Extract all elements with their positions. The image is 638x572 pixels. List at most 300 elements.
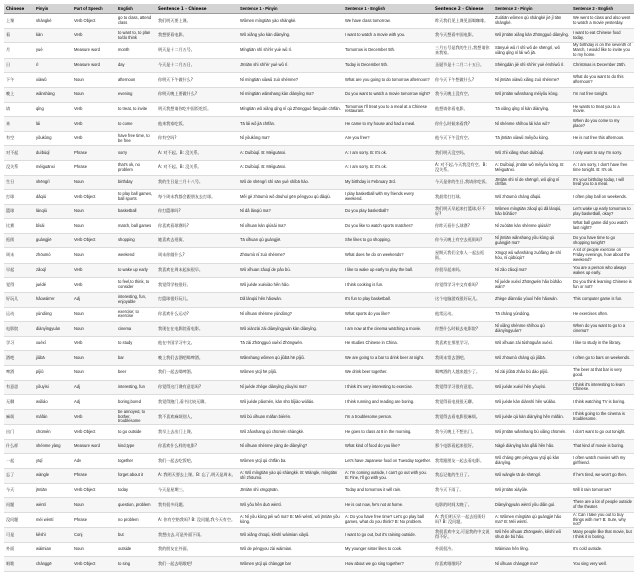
cell-chinese: 运动 — [4, 307, 34, 322]
cell-sentence1-pinyin: Wǒ xiǎng chūqù, kěshì wàimian xiàyǔ. — [238, 528, 343, 543]
cell-english: to play ball games, ball sports — [116, 190, 156, 205]
cell-sentence2-pinyin: Tā xiǎng qǐng nǐ kàn diànyǐng. — [493, 102, 571, 117]
cell-sentence1-english: Tomorrow I'll treat you to a meal at a Chinese restaurant. — [343, 102, 433, 117]
cell-sentence2-english: Do you have time to go shopping tonight? — [571, 233, 634, 248]
cell-sentence2-pinyin: Nǐ shénme shíhou lái kàn wǒ? — [493, 117, 571, 132]
cell-sentence1-chinese: 我有很多问题。 — [156, 498, 238, 513]
cell-sentence2-chinese: A: 我们明天早一起去逛街好吗? B: 没问题。 — [433, 512, 493, 527]
cell-pinyin: méi wèntí — [34, 512, 72, 527]
table-row — [4, 557, 634, 572]
cell-sentence1-pinyin: Dǎ lánqiú hěn hǎowán. — [238, 293, 343, 308]
cell-english: weekend — [116, 248, 156, 263]
cell-sentence1-pinyin: Nǐ míngtiān xiàwǔ zuò shénme? — [238, 73, 343, 88]
table-row — [4, 204, 634, 219]
cell-sentence1-chinese: 我觉得跑门,看书比较无聊。 — [156, 395, 238, 410]
cell-sentence1-english: A: I'm coming outside, I can't go out with you. B: Fine, I'll go with you. — [343, 468, 433, 483]
cell-sentence1-chinese: A: 你有空陪我吗? B: 没问题,我今天有空。 — [156, 512, 238, 527]
cell-english: to treat, to invite — [116, 102, 156, 117]
cell-chinese: 打球 — [4, 190, 34, 205]
cell-sentence1-chinese: 我喜欢在周末起床很早。 — [156, 263, 238, 278]
cell-sentence2-chinese: 我们明天早起来打篮球,好不好? — [433, 204, 493, 219]
table-row — [4, 117, 634, 132]
cell-part-of-speech: Noun — [72, 219, 116, 234]
cell-sentence2-chinese: 我今天晚上没有空。 — [433, 87, 493, 102]
cell-sentence1-english: He studies Chinese in China. — [343, 336, 433, 351]
cell-english: forget about it — [116, 468, 156, 483]
cell-sentence2-english: What ball game did you watch last night? — [571, 219, 634, 234]
cell-sentence2-chinese: 你今天下午想做什么? — [433, 73, 493, 88]
cell-pinyin: jīntiān — [34, 483, 72, 498]
cell-pinyin: kěshì — [34, 528, 72, 543]
cell-sentence2-chinese: 今天是你的生日,我请你吃饭。 — [433, 175, 493, 190]
cell-sentence1-english: We are going to a bar to drink beer at night. — [343, 351, 433, 366]
cell-english: that's ok, no problem — [116, 160, 156, 175]
cell-sentence2-english: I want to eat Chinese food today. — [571, 28, 634, 43]
cell-sentence2-pinyin: Wǒ wàngle tā de shēngrì. — [493, 468, 571, 483]
cell-sentence2-chinese: A: 对不起,今天我没有空。B: 没关系。 — [433, 160, 493, 175]
cell-sentence2-chinese: 我周末常去酒吧。 — [433, 351, 493, 366]
cell-english: cinema — [116, 322, 156, 337]
cell-sentence2-chinese: 我们明天没空吗。 — [433, 146, 493, 161]
cell-sentence2-chinese: 你喜欢唱歌吗? — [433, 557, 493, 572]
cell-sentence2-chinese: 三月五号是我的生日,我想请你来我家。 — [433, 43, 493, 58]
table-row — [4, 263, 634, 278]
cell-sentence1-english: I like to wake up early to play the ball. — [343, 263, 433, 278]
cell-sentence1-english: What does he do on weekends? — [343, 248, 433, 263]
cell-chinese: 下午 — [4, 73, 34, 88]
cell-sentence1-chinese: 我们一起去吃饭吧。 — [156, 454, 238, 469]
cell-part-of-speech: Phrase — [72, 468, 116, 483]
cell-sentence1-english: I want to watch a movie with you. — [343, 28, 433, 43]
cell-sentence2-chinese: 你昨天看什么球赛? — [433, 219, 493, 234]
cell-sentence1-english: A: Do you have free time? Let's go play ball games, what do you think? B: No problem. — [343, 512, 433, 527]
cell-pinyin: chūmén — [34, 425, 72, 440]
table-row — [4, 528, 634, 543]
cell-chinese: 日 — [4, 58, 34, 73]
cell-sentence1-english: We have class tomorrow. — [343, 14, 433, 29]
cell-sentence1-english: What sports do you like? — [343, 307, 433, 322]
header-sentence2-english: Sentence 2 - English — [571, 4, 634, 14]
cell-sentence1-chinese: 晚上我们去酒吧喝啤酒。 — [156, 351, 238, 366]
cell-english: today — [116, 483, 156, 498]
cell-english: beer — [116, 366, 156, 381]
table-row — [4, 336, 634, 351]
cell-sentence2-pinyin: Sānyuè wǔ rì shì wǒ de shēngrì, wǒ xiǎng qǐng nǐ lái wǒ jiā. — [493, 43, 571, 58]
cell-english: month — [116, 43, 156, 58]
cell-chinese: 上课 — [4, 14, 34, 29]
cell-sentence1-english: My younger sister likes to cook. — [343, 542, 433, 557]
table-row — [4, 28, 634, 43]
cell-part-of-speech: Phrase — [72, 512, 116, 527]
cell-pinyin: píjiǔ — [34, 366, 72, 381]
header-sentence2-chinese: Sentence 2 - Chinese — [433, 4, 493, 14]
cell-sentence2-pinyin: Nǐ jīntiān wǎnshang yǒu kòng qù guàngjiē ma? — [493, 233, 571, 248]
cell-sentence2-pinyin: Wǒ juéde kàn diànshì hěn wúliáo. — [493, 395, 571, 410]
cell-sentence1-pinyin: Wǎnshang wǒmen qù jiǔbā hē píjiǔ. — [238, 351, 343, 366]
cell-pinyin: guàngjiē — [34, 233, 72, 248]
table-row — [4, 87, 634, 102]
cell-english: but — [116, 528, 156, 543]
cell-english: no problem — [116, 512, 156, 527]
table-row — [4, 395, 634, 410]
cell-sentence1-pinyin: Wǒ de péngyou zài wàimian. — [238, 542, 343, 557]
cell-sentence2-english: You sing very well. — [571, 557, 634, 572]
cell-sentence1-chinese: 你喜欢什么运动? — [156, 307, 238, 322]
cell-sentence2-pinyin: A: Duìbùqǐ, jīntiān wǒ méiyǒu kòng. B: Méiguānxi. — [493, 160, 571, 175]
cell-chinese: 外面 — [4, 542, 34, 557]
cell-sentence1-chinese: 我早上去出门上课。 — [156, 425, 238, 440]
cell-sentence2-english: He exercises often. — [571, 307, 634, 322]
cell-sentence1-chinese: 我想出去,可是外面下雨。 — [156, 528, 238, 543]
cell-part-of-speech: Verb — [72, 117, 116, 132]
cell-part-of-speech: Verb — [72, 131, 116, 146]
cell-sentence1-english: What are you going to do tomorrow afternoon? — [343, 73, 433, 88]
cell-sentence1-english: What kind of food do you like? — [343, 439, 433, 454]
cell-pinyin: wúliáo — [34, 395, 72, 410]
cell-part-of-speech: Adj — [72, 380, 116, 395]
cell-sentence2-pinyin: Jīntiān shì nǐ de shēngrì, wǒ qǐng nǐ chīfàn. — [493, 175, 571, 190]
header-sentence1-english: Sentence 1 - English — [343, 4, 433, 14]
cell-sentence2-pinyin: Shèngdàn jié shì shí'èr yuè èrshíwǔ rì. — [493, 58, 571, 73]
cell-chinese: 电影院 — [4, 322, 34, 337]
cell-sentence1-chinese: 你喜欢看球赛吗? — [156, 219, 238, 234]
cell-sentence1-pinyin: Nǐ dǎ lánqiú ma? — [238, 204, 343, 219]
cell-part-of-speech: Verb Object — [72, 14, 116, 29]
cell-pinyin: wèntí — [34, 498, 72, 513]
cell-english: to sing — [116, 557, 156, 572]
table-row — [4, 175, 634, 190]
cell-sentence1-english: He is out now, he's not at home. — [343, 498, 433, 513]
cell-chinese: 麻烦 — [4, 409, 34, 424]
cell-chinese: 周末 — [4, 248, 34, 263]
cell-english: exercise; to exercise — [116, 307, 156, 322]
cell-sentence1-pinyin: Tā lái wǒ jiā chīfàn. — [238, 117, 343, 132]
cell-sentence1-chinese: A: 对不起。B: 没关系。 — [156, 146, 238, 161]
table-row — [4, 542, 634, 557]
header-sentence2-pinyin: Sentence 2 - Pinyin — [493, 4, 571, 14]
cell-chinese: 酒吧 — [4, 351, 34, 366]
cell-sentence1-english: He came to my house and had a meal. — [343, 117, 433, 132]
cell-chinese: 可是 — [4, 528, 34, 543]
cell-sentence1-english: Do you want to watch a movie tomorrow night? — [343, 87, 433, 102]
cell-english: outside — [116, 542, 156, 557]
cell-english: to go outside — [116, 425, 156, 440]
cell-english: to come — [116, 117, 156, 132]
cell-english: go to class, attend class — [116, 14, 156, 29]
cell-english: interesting, fun, enjoyable — [116, 293, 156, 308]
cell-pinyin: lánqiú — [34, 204, 72, 219]
cell-sentence1-chinese: 他来我家吃饭。 — [156, 117, 238, 132]
cell-sentence1-pinyin: Nǐ juéde zhège diànyǐng yǒuyìsi ma? — [238, 380, 343, 395]
cell-chinese: 早起 — [4, 263, 34, 278]
cell-part-of-speech: Phrase — [72, 160, 116, 175]
cell-sentence2-chinese: 我觉得学习很有意思。 — [433, 380, 493, 395]
cell-sentence2-english: It's your birthday today, I will treat you to a meal. — [571, 175, 634, 190]
table-row — [4, 190, 634, 205]
cell-chinese: 比赛 — [4, 219, 34, 234]
cell-pinyin: máfán — [34, 409, 72, 424]
header-chinese: Chinese — [4, 4, 34, 14]
cell-sentence2-pinyin: Wǒ jīntiān xiǎng kàn Zhōngguó diànyǐng. — [493, 28, 571, 43]
cell-sentence1-chinese: 我们一起去喝啤酒。 — [156, 366, 238, 381]
cell-part-of-speech: Noun — [72, 248, 116, 263]
cell-pinyin: shàngkè — [34, 14, 72, 29]
cell-pinyin: jiǔbā — [34, 351, 72, 366]
cell-pinyin: wǎnshàng — [34, 87, 72, 102]
cell-english: be annoyed, to bother, troublesome — [116, 409, 156, 424]
cell-sentence1-english: How about we go sing together? — [343, 557, 433, 572]
table-row — [4, 131, 634, 146]
cell-sentence1-chinese: 你喜欢什么样的电影? — [156, 439, 238, 454]
cell-sentence2-pinyin: Wàimian hěn lěng. — [493, 542, 571, 557]
cell-sentence2-english: My birthday is on the seventh of March, I would like to invite you to my home. — [571, 43, 634, 58]
cell-part-of-speech: Adj — [72, 395, 116, 410]
cell-sentence2-chinese: 我最常打打球。 — [433, 190, 493, 205]
cell-english: match, ball games — [116, 219, 156, 234]
cell-pinyin: dǎqiú — [34, 190, 72, 205]
cell-sentence2-pinyin: Nǐ zǎo zǎoqǐ ma? — [493, 263, 571, 278]
cell-sentence1-chinese: 明天我想请你吃中国饭吃饭。 — [156, 102, 238, 117]
cell-sentence2-english: I think watching TV is boring. — [571, 395, 634, 410]
cell-sentence1-chinese: 你明天晚上要做什么? — [156, 87, 238, 102]
cell-part-of-speech: Verb Object — [72, 425, 116, 440]
cell-sentence2-pinyin: Wǒ juéde xuéxí hěn yǒuyìsi. — [493, 380, 571, 395]
table-row — [4, 73, 634, 88]
cell-chinese: 有意思 — [4, 380, 34, 395]
cell-part-of-speech: Noun — [72, 322, 116, 337]
cell-sentence2-chinese: 你今天晚上有空去逛街吗? — [433, 233, 493, 248]
table-row — [4, 278, 634, 293]
cell-sentence2-pinyin: Nǐ zuótiān kàn shénme qiúsài? — [493, 219, 571, 234]
cell-sentence1-pinyin: Wǒ bù xǐhuan máfan biérén. — [238, 409, 343, 424]
table-row — [4, 219, 634, 234]
cell-chinese: 晚上 — [4, 87, 34, 102]
cell-sentence1-chinese: 我现在在电影院看电影。 — [156, 322, 238, 337]
cell-sentence1-chinese: 我们明天要上课。 — [156, 14, 238, 29]
cell-english: afternoon — [116, 73, 156, 88]
cell-pinyin: yuè — [34, 43, 72, 58]
cell-sentence1-pinyin: Jīntiān shì shí'èr yuè wǔ rì. — [238, 58, 343, 73]
table-row — [4, 248, 634, 263]
cell-sentence1-english: Let's have Japanese food on Tuesday together. — [343, 454, 433, 469]
cell-sentence2-pinyin: Wǒmen míngtiān zǎoqǐ qù dǎ lánqiú, hǎo bùhǎo? — [493, 204, 571, 219]
cell-chinese: 请 — [4, 102, 34, 117]
cell-sentence2-chinese: 昨天我们见上课见面喝咖啡。 — [433, 14, 493, 29]
cell-part-of-speech: Verb — [72, 278, 116, 293]
cell-sentence2-english: Will it rain tomorrow? — [571, 483, 634, 498]
cell-sentence2-pinyin: Wǒ xǐhuan zài túshūguǎn xuéxí. — [493, 336, 571, 351]
cell-part-of-speech: Noun — [72, 87, 116, 102]
cell-sentence2-pinyin: Tā cháng yùndòng. — [493, 307, 571, 322]
cell-sentence1-pinyin: Wǒ yǒu hěn duō wèntí. — [238, 498, 343, 513]
table-row — [4, 425, 634, 440]
cell-sentence2-pinyin: Wǒ zhōumò cháng dǎqiú. — [493, 190, 571, 205]
cell-chinese: 有空 — [4, 131, 34, 146]
cell-chinese: 今天 — [4, 483, 34, 498]
cell-sentence1-chinese: 今天是星期三。 — [156, 483, 238, 498]
cell-english: evening — [116, 87, 156, 102]
cell-sentence2-pinyin: Nǐ zài jiǔbā zhǎo bú dào píjiǔ. — [493, 366, 571, 381]
cell-pinyin: zhōumò — [34, 248, 72, 263]
table-row — [4, 498, 634, 513]
cell-english: boring,bored — [116, 395, 156, 410]
cell-sentence1-pinyin: Jīntiān shì xīngqīsān. — [238, 483, 343, 498]
cell-sentence1-pinyin: Míngtiān wǒ xiǎng qǐng nǐ qù Zhōngguó fànguǎn chīfàn. — [238, 102, 343, 117]
cell-chinese: 忘了 — [4, 468, 34, 483]
cell-english: shopping — [116, 233, 156, 248]
cell-pinyin: diànyǐngyuàn — [34, 322, 72, 337]
cell-sentence1-pinyin: Wǒ xǐhuan zǎoqǐ de pǎo bù. — [238, 263, 343, 278]
cell-part-of-speech: Adv — [72, 454, 116, 469]
cell-sentence2-chinese: 我忘记他的生日了。 — [433, 468, 493, 483]
cell-sentence2-english: I'm not free tonight. — [571, 87, 634, 102]
cell-sentence2-chinese: 你很早起来吗。 — [433, 263, 493, 278]
cell-part-of-speech: Verb — [72, 102, 116, 117]
cell-part-of-speech: Noun — [72, 366, 116, 381]
cell-chinese: 觉得 — [4, 278, 34, 293]
cell-sentence2-chinese: 我今天晚上不想出门。 — [433, 425, 493, 440]
cell-sentence2-chinese: 我觉得去看电影很麻烦。 — [433, 409, 493, 424]
cell-sentence1-pinyin: Tā zài Zhōngguó xuéxí Zhōngwén. — [238, 336, 343, 351]
cell-chinese: 什么样 — [4, 439, 34, 454]
cell-sentence2-chinese: 我很喜欢中文,可是我的中文说得不好。 — [433, 528, 493, 543]
cell-pinyin: rì — [34, 58, 72, 73]
vocabulary-table — [4, 4, 634, 572]
cell-sentence2-english: A: Can I take you out to buy things with me? B: Sure, why not? — [571, 512, 634, 527]
cell-part-of-speech: Noun — [72, 498, 116, 513]
table-row — [4, 14, 634, 29]
cell-sentence2-english: If he's tired, we won't go then. — [571, 468, 634, 483]
cell-sentence2-english: This computer game is fun. — [571, 293, 634, 308]
cell-chinese: 无聊 — [4, 395, 34, 410]
cell-sentence2-pinyin: Zuótiān wǒmen qù shàngkè jiē jǐ tiān shàngkè. — [493, 14, 571, 29]
cell-sentence2-english: There are a lot of people outside of the theater. — [571, 498, 634, 513]
table-row — [4, 351, 634, 366]
cell-sentence2-chinese: 那个电影看起来很好。 — [433, 439, 493, 454]
cell-sentence2-english: Let's wake up early tomorrow to play basketball, okay? — [571, 204, 634, 219]
cell-sentence2-chinese: 我今天想看中国电影。 — [433, 28, 493, 43]
cell-sentence1-pinyin: A: Duìbùqǐ. B: Méiguānxi. — [238, 146, 343, 161]
cell-sentence1-english: I play basketball with my friends every weekend. — [343, 190, 433, 205]
cell-english: birthday — [116, 175, 156, 190]
cell-sentence2-chinese: 星期天我们全家人一起去逛街。 — [433, 248, 493, 263]
cell-sentence2-english: Do you think learning Chinese is fun or not? — [571, 278, 634, 293]
cell-part-of-speech: Noun — [72, 204, 116, 219]
header-english: English — [116, 4, 156, 14]
cell-sentence1-english: I am now at the cinema watching a movie. — [343, 322, 433, 337]
cell-sentence1-pinyin: Wǒ xiǎng yào kàn diànyǐng. — [238, 28, 343, 43]
cell-sentence2-chinese: 他今天下午没有空。 — [433, 131, 493, 146]
cell-sentence2-english: I often go to bars on weekends. — [571, 351, 634, 366]
table-row — [4, 307, 634, 322]
cell-pinyin: qǐng — [34, 102, 72, 117]
cell-pinyin: juédé — [34, 278, 72, 293]
cell-chinese: 对不起 — [4, 146, 34, 161]
cell-part-of-speech: Verb — [72, 263, 116, 278]
cell-sentence1-english: I'm a troublesome person. — [343, 409, 433, 424]
cell-pinyin: kàn — [34, 28, 72, 43]
cell-pinyin: yǒuyìsi — [34, 380, 72, 395]
cell-sentence1-pinyin: Wǒ juéde xuéxiào hěn hǎo. — [238, 278, 343, 293]
table-row — [4, 468, 634, 483]
table-row — [4, 454, 634, 469]
cell-sentence2-english: A lot of people exercise on Friday evenings, how about the weekend? — [571, 248, 634, 263]
cell-sentence2-english: Many people like that movie, but I think it is boring. — [571, 528, 634, 543]
cell-sentence2-chinese: 他常运动。 — [433, 307, 493, 322]
cell-sentence2-pinyin: Wǒ zhōumò cháng qù jiǔbā. — [493, 351, 571, 366]
cell-sentence1-pinyin: A: Wǒ míngtiān yào qù shàngkè. B: Wàngle, míngtiān shì zhōumò. — [238, 468, 343, 483]
cell-sentence2-english: I often watch movies with my girlfriend. — [571, 454, 634, 469]
table-body — [4, 14, 634, 572]
cell-sentence1-pinyin: Nǐ yǒukòng ma? — [238, 131, 343, 146]
cell-part-of-speech: Noun — [72, 351, 116, 366]
cell-english: sorry — [116, 146, 156, 161]
cell-chinese: 月 — [4, 43, 34, 58]
cell-sentence1-english: I think running and reading are boring. — [343, 395, 433, 410]
cell-chinese: 生日 — [4, 175, 34, 190]
cell-chinese: 唱歌 — [4, 557, 34, 572]
cell-sentence1-pinyin: Měi gè zhōumò wǒ dōuhuì gēn péngyou qù dǎqiú. — [238, 190, 343, 205]
cell-chinese: 逛街 — [4, 233, 34, 248]
cell-english: together — [116, 454, 156, 469]
cell-sentence1-english: She likes to go shopping. — [343, 233, 433, 248]
cell-sentence1-chinese: 你打篮球吗? — [156, 204, 238, 219]
cell-chinese: 没关系 — [4, 160, 34, 175]
cell-pinyin: yùndòng — [34, 307, 72, 322]
cell-sentence1-chinese: 你觉得这门课有意思吗? — [156, 380, 238, 395]
cell-english: day — [116, 58, 156, 73]
cell-part-of-speech: Noun — [72, 175, 116, 190]
cell-sentence2-english: When do you come to my place? — [571, 117, 634, 132]
cell-sentence1-pinyin: Nǐ míngtiān wǎnshang kàn diànyǐng ma? — [238, 87, 343, 102]
cell-part-of-speech: Verb — [72, 336, 116, 351]
cell-sentence1-english: We drink beer together. — [343, 366, 433, 381]
cell-sentence2-pinyin: Wǒ cháng gēn péngyou yīqǐ qù kàn diànyǐng. — [493, 454, 571, 469]
cell-sentence1-chinese: 他在中国学习中文。 — [156, 336, 238, 351]
cell-part-of-speech: Measure word — [72, 58, 116, 73]
table-row — [4, 160, 634, 175]
cell-sentence1-chinese: 你有空吗? — [156, 131, 238, 146]
cell-sentence2-english: We went to class and also went to watch a movie yesterday. — [571, 14, 634, 29]
cell-sentence2-pinyin: Wǒ hěn xǐhuan Zhōngwén, kěshì wǒ shuō de bù hǎo. — [493, 528, 571, 543]
cell-sentence2-chinese: 他想请你看电影。 — [433, 102, 493, 117]
cell-sentence1-chinese: 我的生日是三月十八号。 — [156, 175, 238, 190]
cell-sentence1-pinyin: Nǐ xǐhuan shénme yùndòng? — [238, 307, 343, 322]
cell-pinyin: bǐsài — [34, 219, 72, 234]
cell-sentence2-pinyin: Diànyǐngyuàn wèntí yǒu diǎn guì. — [493, 498, 571, 513]
table-row — [4, 146, 634, 161]
cell-sentence2-chinese: 我觉得看电视很无聊。 — [433, 395, 493, 410]
cell-part-of-speech: Verb Object — [72, 190, 116, 205]
cell-chinese: 没问题 — [4, 512, 34, 527]
cell-sentence1-chinese: A: 我明天要去上课。B: 忘了,明天是周末。 — [156, 468, 238, 483]
cell-part-of-speech: Measure word — [72, 439, 116, 454]
cell-sentence1-english: Tomorrow is December 5th. — [343, 43, 433, 58]
cell-sentence2-pinyin: Nàgè diànyǐng kàn qǐlái hěn hǎo. — [493, 439, 571, 454]
cell-chinese: 一起 — [4, 454, 34, 469]
cell-pinyin: lái — [34, 117, 72, 132]
cell-pinyin: wàimian — [34, 542, 72, 557]
cell-sentence1-english: Today and tomorrow it will rain. — [343, 483, 433, 498]
table-row — [4, 293, 634, 308]
cell-sentence2-chinese: 你想什么时候去电影院? — [433, 322, 493, 337]
cell-pinyin: chànggē — [34, 557, 72, 572]
cell-sentence1-chinese: 我不喜欢麻烦别人。 — [156, 409, 238, 424]
cell-sentence1-chinese: 周末你做什么? — [156, 248, 238, 263]
cell-chinese: 篮球 — [4, 204, 34, 219]
cell-sentence2-english: I only want to say I'm sorry. — [571, 146, 634, 161]
cell-sentence2-english: You are a person who always wakes up early. — [571, 263, 634, 278]
